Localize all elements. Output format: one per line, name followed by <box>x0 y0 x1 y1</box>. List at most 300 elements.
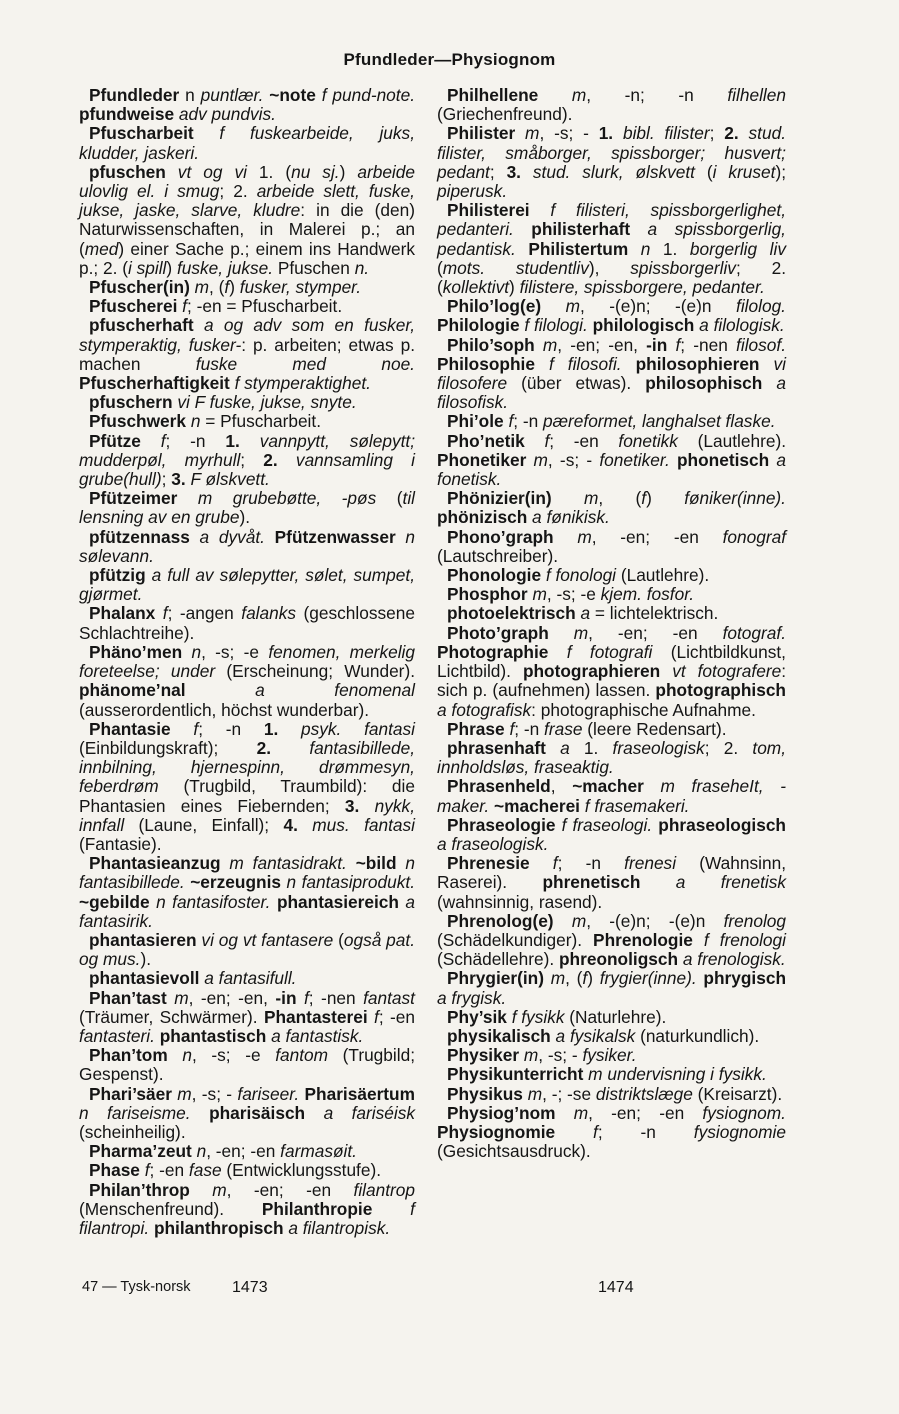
translation-text: a frenologisk. <box>678 949 786 970</box>
translation-text: f filantropi. <box>79 1198 415 1238</box>
dictionary-entry <box>79 604 415 642</box>
translation-text: fuske, jukse. <box>176 257 274 278</box>
translation-text: f <box>503 411 514 432</box>
headword: philosophisch <box>645 373 763 394</box>
translation-text: f <box>667 334 681 355</box>
headword: Philo’soph <box>447 334 535 355</box>
translation-text: f filologi. <box>519 315 588 336</box>
entry-text: , ( <box>565 968 583 989</box>
entry-text: ) <box>229 277 240 298</box>
translation-text: fantasteri. <box>79 1025 155 1046</box>
translation-text: f fysikk <box>506 1006 565 1027</box>
translation-text: kjem. fosfor. <box>600 584 695 605</box>
translation-text: a fenomenal <box>185 680 415 701</box>
dictionary-entry <box>437 912 786 970</box>
entry-text: n <box>179 85 201 105</box>
translation-text: i kruset <box>712 161 776 182</box>
translation-text: f frenologi <box>692 929 786 950</box>
page-number-left: 1473 <box>232 1279 268 1296</box>
translation-text: f <box>170 718 199 739</box>
translation-text: m <box>551 488 599 509</box>
dictionary-entry <box>437 624 786 720</box>
headword: phraseologisch <box>658 814 786 835</box>
entry-text: ) <box>166 257 177 278</box>
headword: Pfuschwerk <box>89 411 187 432</box>
translation-text: a fantasirik. <box>79 891 416 931</box>
dictionary-entry <box>79 297 415 316</box>
entry-text: (Menschenfreund). <box>79 1198 262 1219</box>
translation-text: m <box>553 526 592 547</box>
translation-text: nu sj. <box>291 161 340 182</box>
headword: -in <box>275 987 297 1008</box>
entry-text: , -s; -e <box>201 641 269 662</box>
entry-text: (Lautschreiber). <box>437 545 559 566</box>
entry-text: (leere Redensart). <box>582 718 727 739</box>
dictionary-entry <box>437 201 786 297</box>
translation-text: n <box>186 411 201 432</box>
headword: Phi’ole <box>447 411 504 432</box>
headword: 1. <box>225 430 240 451</box>
entry-text: ; <box>161 469 172 490</box>
headword: photographisch <box>655 680 786 701</box>
dictionary-entry <box>437 816 786 854</box>
headword: photographieren <box>522 661 661 682</box>
translation-text: n <box>167 1045 192 1066</box>
translation-text: n fantasiprodukt. <box>280 872 415 893</box>
headword: Phrygier(in) <box>447 968 544 989</box>
headword: phantasievoll <box>89 968 200 989</box>
translation-text: filolog. <box>736 296 786 317</box>
translation-text: mus. fantasi <box>312 814 416 835</box>
translation-text: nykk, innfall <box>79 795 415 835</box>
dictionary-entry <box>79 278 415 297</box>
translation-text: m grubebøtte, -pøs <box>177 488 377 509</box>
entry-text: (über etwas). <box>507 373 646 394</box>
translation-text: spissborgerliv <box>630 257 736 278</box>
entry-text: , -en; -en <box>588 622 723 643</box>
entry-text: : sich p. (aufnehmen) lassen. <box>437 661 787 701</box>
translation-text: f <box>140 430 166 451</box>
translation-text: f fraseologi. <box>555 814 653 835</box>
headword: pfützig <box>89 565 146 586</box>
headword: Philhellene <box>447 85 539 105</box>
headword: Phantasie <box>89 718 171 739</box>
translation-text: m undervisning i fysikk. <box>583 1064 767 1085</box>
headword: Pho’netik <box>447 430 525 451</box>
entry-text: , -s; - <box>539 123 599 144</box>
translation-text: frenolog <box>723 910 787 931</box>
dictionary-entry <box>79 1161 415 1180</box>
headword: Philologie <box>437 315 520 336</box>
translation-text: fariseer. <box>237 1083 300 1104</box>
dictionary-entry <box>437 566 786 585</box>
translation-text: vi F fuske, jukse, snyte. <box>172 392 357 413</box>
translation-text: m <box>541 296 580 317</box>
translation-text: arbeide slett, fuske, jukse, jaske, slarve, kludre <box>79 181 415 221</box>
dictionary-entry <box>79 86 415 124</box>
translation-text: vt og vi <box>165 161 247 182</box>
dictionary-entry <box>79 969 415 988</box>
entry-text: , -(e)n; -(e)n <box>579 296 737 317</box>
translation-text: kollektivt <box>442 277 510 298</box>
entry-text: ) <box>509 277 520 298</box>
dictionary-entry <box>79 643 415 720</box>
translation-text: a spissborgerlig, pedantisk. <box>437 219 786 259</box>
translation-text: vi filosofere <box>437 353 786 394</box>
headword: pfuschern <box>89 392 173 413</box>
dictionary-entry <box>437 969 786 1007</box>
entry-text: ; -nen <box>680 334 737 355</box>
entry-text <box>278 719 301 739</box>
dictionary-entry <box>437 604 786 623</box>
running-head: Pfundleder—Physiognom <box>343 50 556 69</box>
headword: Physiker <box>447 1045 520 1066</box>
entry-text <box>271 738 309 758</box>
translation-text: f fonologi <box>541 565 617 586</box>
headword: 3. <box>344 795 360 816</box>
dictionary-entry <box>79 854 415 931</box>
entry-text: , -en; -en <box>206 1141 281 1162</box>
entry-text <box>359 796 374 816</box>
headword: pfuscherhaft <box>89 315 194 336</box>
translation-text: a fantastisk. <box>266 1025 364 1046</box>
translation-text: fenomen, merkelig foreteelse; under <box>79 641 415 682</box>
headword: philosophieren <box>635 353 760 374</box>
entry-text: (wahnsinnig, rasend). <box>437 891 603 912</box>
entry-text: ; 2. <box>704 737 753 758</box>
translation-text: f filosofi. <box>534 353 622 374</box>
headword: Pfütze <box>89 430 141 451</box>
headword: Philisterei <box>447 200 530 221</box>
headword: philisterhaft <box>531 219 631 240</box>
translation-text: fysiker. <box>582 1045 637 1066</box>
translation-text: m <box>555 1102 589 1123</box>
headword: Pfuscherhaftigkeit <box>79 373 230 394</box>
headword: pfützennass <box>89 526 190 547</box>
headword: Phase <box>89 1160 140 1181</box>
translation-text: fantast <box>363 987 415 1008</box>
entry-text: (naturkundlich). <box>635 1025 760 1046</box>
headword: ~macher <box>572 776 644 797</box>
entry-text: Pfuschen <box>273 257 355 278</box>
translation-text: a fariséisk <box>305 1102 415 1123</box>
dictionary-entry <box>79 1085 415 1143</box>
translation-text: fuske med noe. <box>195 353 415 374</box>
headword: ~erzeugnis <box>190 872 281 893</box>
translation-text: a filologisk. <box>694 315 785 336</box>
headword: Phrenesie <box>447 853 530 874</box>
headword: Pfundleder <box>89 85 180 105</box>
headword: phantasiereich <box>276 891 399 912</box>
headword: 1. <box>598 123 614 144</box>
entry-text: ). <box>140 949 152 970</box>
translation-text: vannpytt, sølepytt; mudderpøl, myrhull <box>79 430 415 470</box>
entry-text: , ( <box>598 488 642 509</box>
dictionary-entry <box>437 1065 786 1084</box>
translation-text: fusker, stymper. <box>239 277 362 298</box>
translation-text: filistere, spissborgere, pedanter. <box>519 277 765 298</box>
headword: Physiognomie <box>437 1121 556 1142</box>
entry-text: (Kreisarzt). <box>692 1083 783 1104</box>
entry-text: (Schädellehre). <box>437 949 559 970</box>
translation-text: med <box>84 238 119 259</box>
headword: phonetisch <box>676 449 770 470</box>
headword: photoelektrisch <box>447 603 576 624</box>
headword: 4. <box>283 814 298 835</box>
translation-text: m <box>519 1045 539 1066</box>
right-column <box>437 86 786 1161</box>
signature-mark: 47 — Tysk-norsk <box>82 1279 191 1295</box>
entry-text <box>278 450 296 470</box>
headword: Phönizier(in) <box>447 488 552 509</box>
translation-text: distriktslæge <box>595 1083 693 1104</box>
headword: Photographie <box>437 641 549 662</box>
dictionary-entry <box>79 1181 415 1239</box>
translation-text: a <box>545 737 570 758</box>
entry-text: ( <box>694 161 713 182</box>
entry-text: ; -en = Pfuscharbeit. <box>186 296 343 317</box>
entry-text <box>622 354 636 374</box>
headword: Physikunterricht <box>447 1064 584 1085</box>
entry-text: , <box>550 776 573 797</box>
translation-text: f <box>524 430 550 451</box>
entry-text: (Erscheinung; Wunder). <box>215 661 415 682</box>
headword: 2. <box>263 449 278 470</box>
translation-text: arbeide ulovlig el. i smug <box>79 161 415 202</box>
entry-text: , -en; -en <box>588 1102 703 1123</box>
translation-text: f <box>555 1121 598 1142</box>
entry-text <box>516 239 529 259</box>
entry-text: ); <box>775 161 786 182</box>
dictionary-entry <box>437 297 786 335</box>
entry-text: (geschlossene Schlachtreihe). <box>79 603 415 643</box>
translation-text: m <box>166 987 189 1008</box>
entry-text: (Träumer, Schwärmer). <box>79 1006 264 1027</box>
translation-text: f <box>315 85 333 105</box>
translation-text: til lensning av en grube <box>79 488 416 528</box>
headword: Phrasenheld <box>447 776 551 797</box>
translation-text: puntlær. <box>200 85 264 105</box>
translation-text: n fantasifoster. <box>149 891 271 912</box>
entry-text: (Laune, Einfall); <box>124 814 284 835</box>
translation-text: i spill <box>127 257 167 278</box>
entry-text: ; 2. <box>219 181 257 202</box>
entry-text: ; -en <box>149 1160 189 1181</box>
translation-text: m <box>189 1179 227 1200</box>
entry-text: = lichtelektrisch. <box>590 603 719 624</box>
dictionary-entry <box>79 989 415 1047</box>
translation-text: a og adv som en fusker, stymperaktig, fusker- <box>79 315 415 355</box>
translation-text: m <box>171 1083 192 1104</box>
translation-text: f fuskearbeide, juks, kludder, jaskeri. <box>79 123 415 163</box>
translation-text: f <box>155 603 168 624</box>
translation-text: n fantasibillede. <box>79 853 415 893</box>
translation-text: m <box>526 449 548 470</box>
translation-text: farmasøit. <box>280 1141 357 1162</box>
headword: Pfützeimer <box>89 488 178 509</box>
translation-text: vt fotografere <box>660 661 782 682</box>
headword: Phrenologie <box>593 929 693 950</box>
translation-text: fonetiker. <box>599 449 670 470</box>
dictionary-entry <box>79 566 415 604</box>
headword: Philo’log(e) <box>447 296 542 317</box>
entry-text <box>670 450 677 470</box>
translation-text: adv pundvis. <box>174 104 276 125</box>
entry-text: ; <box>240 449 264 470</box>
translation-text: f fotografi <box>548 641 653 662</box>
translation-text: a frenetisk <box>640 872 787 893</box>
dictionary-entry <box>79 1142 415 1161</box>
entry-text: , -; -se <box>542 1083 596 1104</box>
headword: Physikus <box>447 1083 523 1104</box>
entry-text: : p. arbeiten; etwas p. machen <box>79 334 415 374</box>
translation-text: mots. studentliv <box>442 257 589 278</box>
entry-text: , -en; -en <box>591 526 723 547</box>
translation-text: pund-note. <box>332 85 416 105</box>
headword: Pfuscherei <box>89 296 178 317</box>
translation-text: m <box>538 85 587 105</box>
translation-text: f <box>529 853 558 874</box>
dictionary-entry <box>79 528 415 566</box>
translation-text: f <box>224 277 230 298</box>
headword: Philanthropie <box>261 1198 373 1219</box>
headword: Philosophie <box>437 353 535 374</box>
translation-text: a <box>575 603 591 624</box>
headword: physikalisch <box>447 1025 551 1046</box>
dictionary-entry <box>79 1046 415 1084</box>
translation-text: m fraseheIt, -maker. <box>437 776 786 816</box>
dictionary-entry <box>79 163 415 278</box>
dictionary-entry <box>437 528 786 566</box>
headword: pharisäisch <box>209 1102 306 1123</box>
dictionary-entry <box>437 1027 786 1046</box>
dictionary-entry <box>79 931 415 969</box>
headword: Philister <box>447 123 516 144</box>
entry-text: ; -n <box>513 411 544 432</box>
entry-text: ) <box>646 488 685 509</box>
translation-text: f <box>296 987 309 1008</box>
headword: Philan’throp <box>89 1179 190 1200</box>
entry-text: , -en; -en, <box>188 987 276 1008</box>
headword: Pfuscher(in) <box>89 277 190 298</box>
translation-text: a fonetisk. <box>437 449 786 490</box>
entry-text: ) einer Sache p.; einem ins Handwerk p.; 2. ( <box>79 238 415 278</box>
translation-text: frase <box>544 718 583 739</box>
dictionary-entry <box>79 489 415 527</box>
translation-text: fonograf <box>722 526 786 547</box>
left-column <box>79 86 415 1238</box>
dictionary-entry <box>79 432 415 490</box>
translation-text: psyk. fantasi <box>301 718 415 739</box>
headword: Physiog’nom <box>447 1102 556 1123</box>
headword: Pharma’zeut <box>89 1141 192 1162</box>
translation-text: m <box>522 1083 543 1104</box>
entry-text <box>191 1103 209 1123</box>
entry-text: (Wahnsinn, Raserei). <box>437 853 786 893</box>
entry-text: (scheinheilig). <box>79 1121 186 1142</box>
entry-text: ; <box>489 161 507 182</box>
headword: Pfuscharbeit <box>89 123 194 144</box>
dictionary-entry <box>437 1046 786 1065</box>
translation-text: borgerlig liv <box>689 238 786 259</box>
dictionary-entry <box>437 1104 786 1162</box>
headword: phrasenhaft <box>447 737 546 758</box>
dictionary-entry <box>437 432 786 490</box>
entry-text: ; <box>709 123 725 144</box>
translation-text: n fariseisme. <box>79 1102 191 1123</box>
entry-text: , ( <box>209 277 225 298</box>
headword: Phraseologie <box>447 814 556 835</box>
entry-text <box>265 527 275 547</box>
dictionary-entry <box>79 412 415 431</box>
headword: -in <box>646 334 668 355</box>
translation-text: filosof. <box>736 334 786 355</box>
translation-text: fraseologisk <box>612 737 705 758</box>
entry-text: , -s; -e <box>191 1045 276 1066</box>
translation-text: fysiognomie <box>693 1121 786 1142</box>
translation-text: f <box>367 1006 379 1027</box>
translation-text: n <box>628 238 651 259</box>
entry-text: = Pfuscharbeit. <box>200 411 321 432</box>
entry-text: : in die (den) Naturwissenschaften, in Malerei p.; an ( <box>79 200 415 259</box>
headword: Phari’säer <box>89 1083 172 1104</box>
translation-text: m <box>553 910 587 931</box>
headword: philanthropisch <box>153 1217 284 1238</box>
translation-text: f <box>504 718 515 739</box>
translation-text: vannsamling i grube(hull) <box>79 449 415 490</box>
entry-text: 1. ( <box>246 161 292 182</box>
entry-text <box>739 123 749 143</box>
translation-text: piperusk. <box>437 181 508 202</box>
headword: phänome’nal <box>79 680 186 701</box>
headword: Phantasieanzug <box>89 853 221 874</box>
entry-text: ; -nen <box>308 987 364 1008</box>
dictionary-entry <box>79 720 415 854</box>
headword: pfundweise <box>79 104 175 125</box>
dictionary-entry <box>437 739 786 777</box>
headword: Pharisäertum <box>304 1083 415 1104</box>
dictionary-entry <box>437 86 786 124</box>
headword: Phrenolog(e) <box>447 910 554 931</box>
translation-text: f stymperaktighet. <box>229 373 371 394</box>
entry-text: (Griechenfreund). <box>437 104 573 125</box>
headword: Phono’graph <box>447 526 554 547</box>
translation-text: fantasibillede, innbilning, hjernespinn, drømmesyn, feberdrøm <box>79 737 415 797</box>
headword: Phantasterei <box>263 1006 368 1027</box>
entry-text: (Entwicklungsstufe). <box>221 1160 382 1181</box>
dictionary-entry <box>437 336 786 413</box>
translation-text: F ølskvett. <box>190 469 270 490</box>
translation-text: f frasemakeri. <box>579 795 690 816</box>
translation-text: stud. filister, småborger, spissborger; husvert; pedant <box>437 123 786 182</box>
translation-text: f <box>177 296 187 317</box>
headword: Phrase <box>447 718 505 739</box>
headword: Photo’graph <box>447 622 549 643</box>
headword: 2. <box>724 123 739 144</box>
entry-text: (Naturlehre). <box>564 1006 667 1027</box>
translation-text: n <box>182 641 202 662</box>
headword: ~bild <box>355 853 397 874</box>
translation-text: a filosofisk. <box>437 373 786 413</box>
entry-text: (Gesichtsausdruck). <box>437 1141 591 1162</box>
entry-text: ; -n <box>557 853 625 874</box>
entry-text: (Fantasie). <box>79 833 162 854</box>
entry-text: (Trugbild; Gespenst). <box>79 1045 415 1085</box>
dictionary-entry <box>437 1008 786 1027</box>
translation-text: filhellen <box>727 85 786 105</box>
translation-text: n. <box>354 257 370 278</box>
entry-text: (Schädelkundiger). <box>437 929 594 950</box>
